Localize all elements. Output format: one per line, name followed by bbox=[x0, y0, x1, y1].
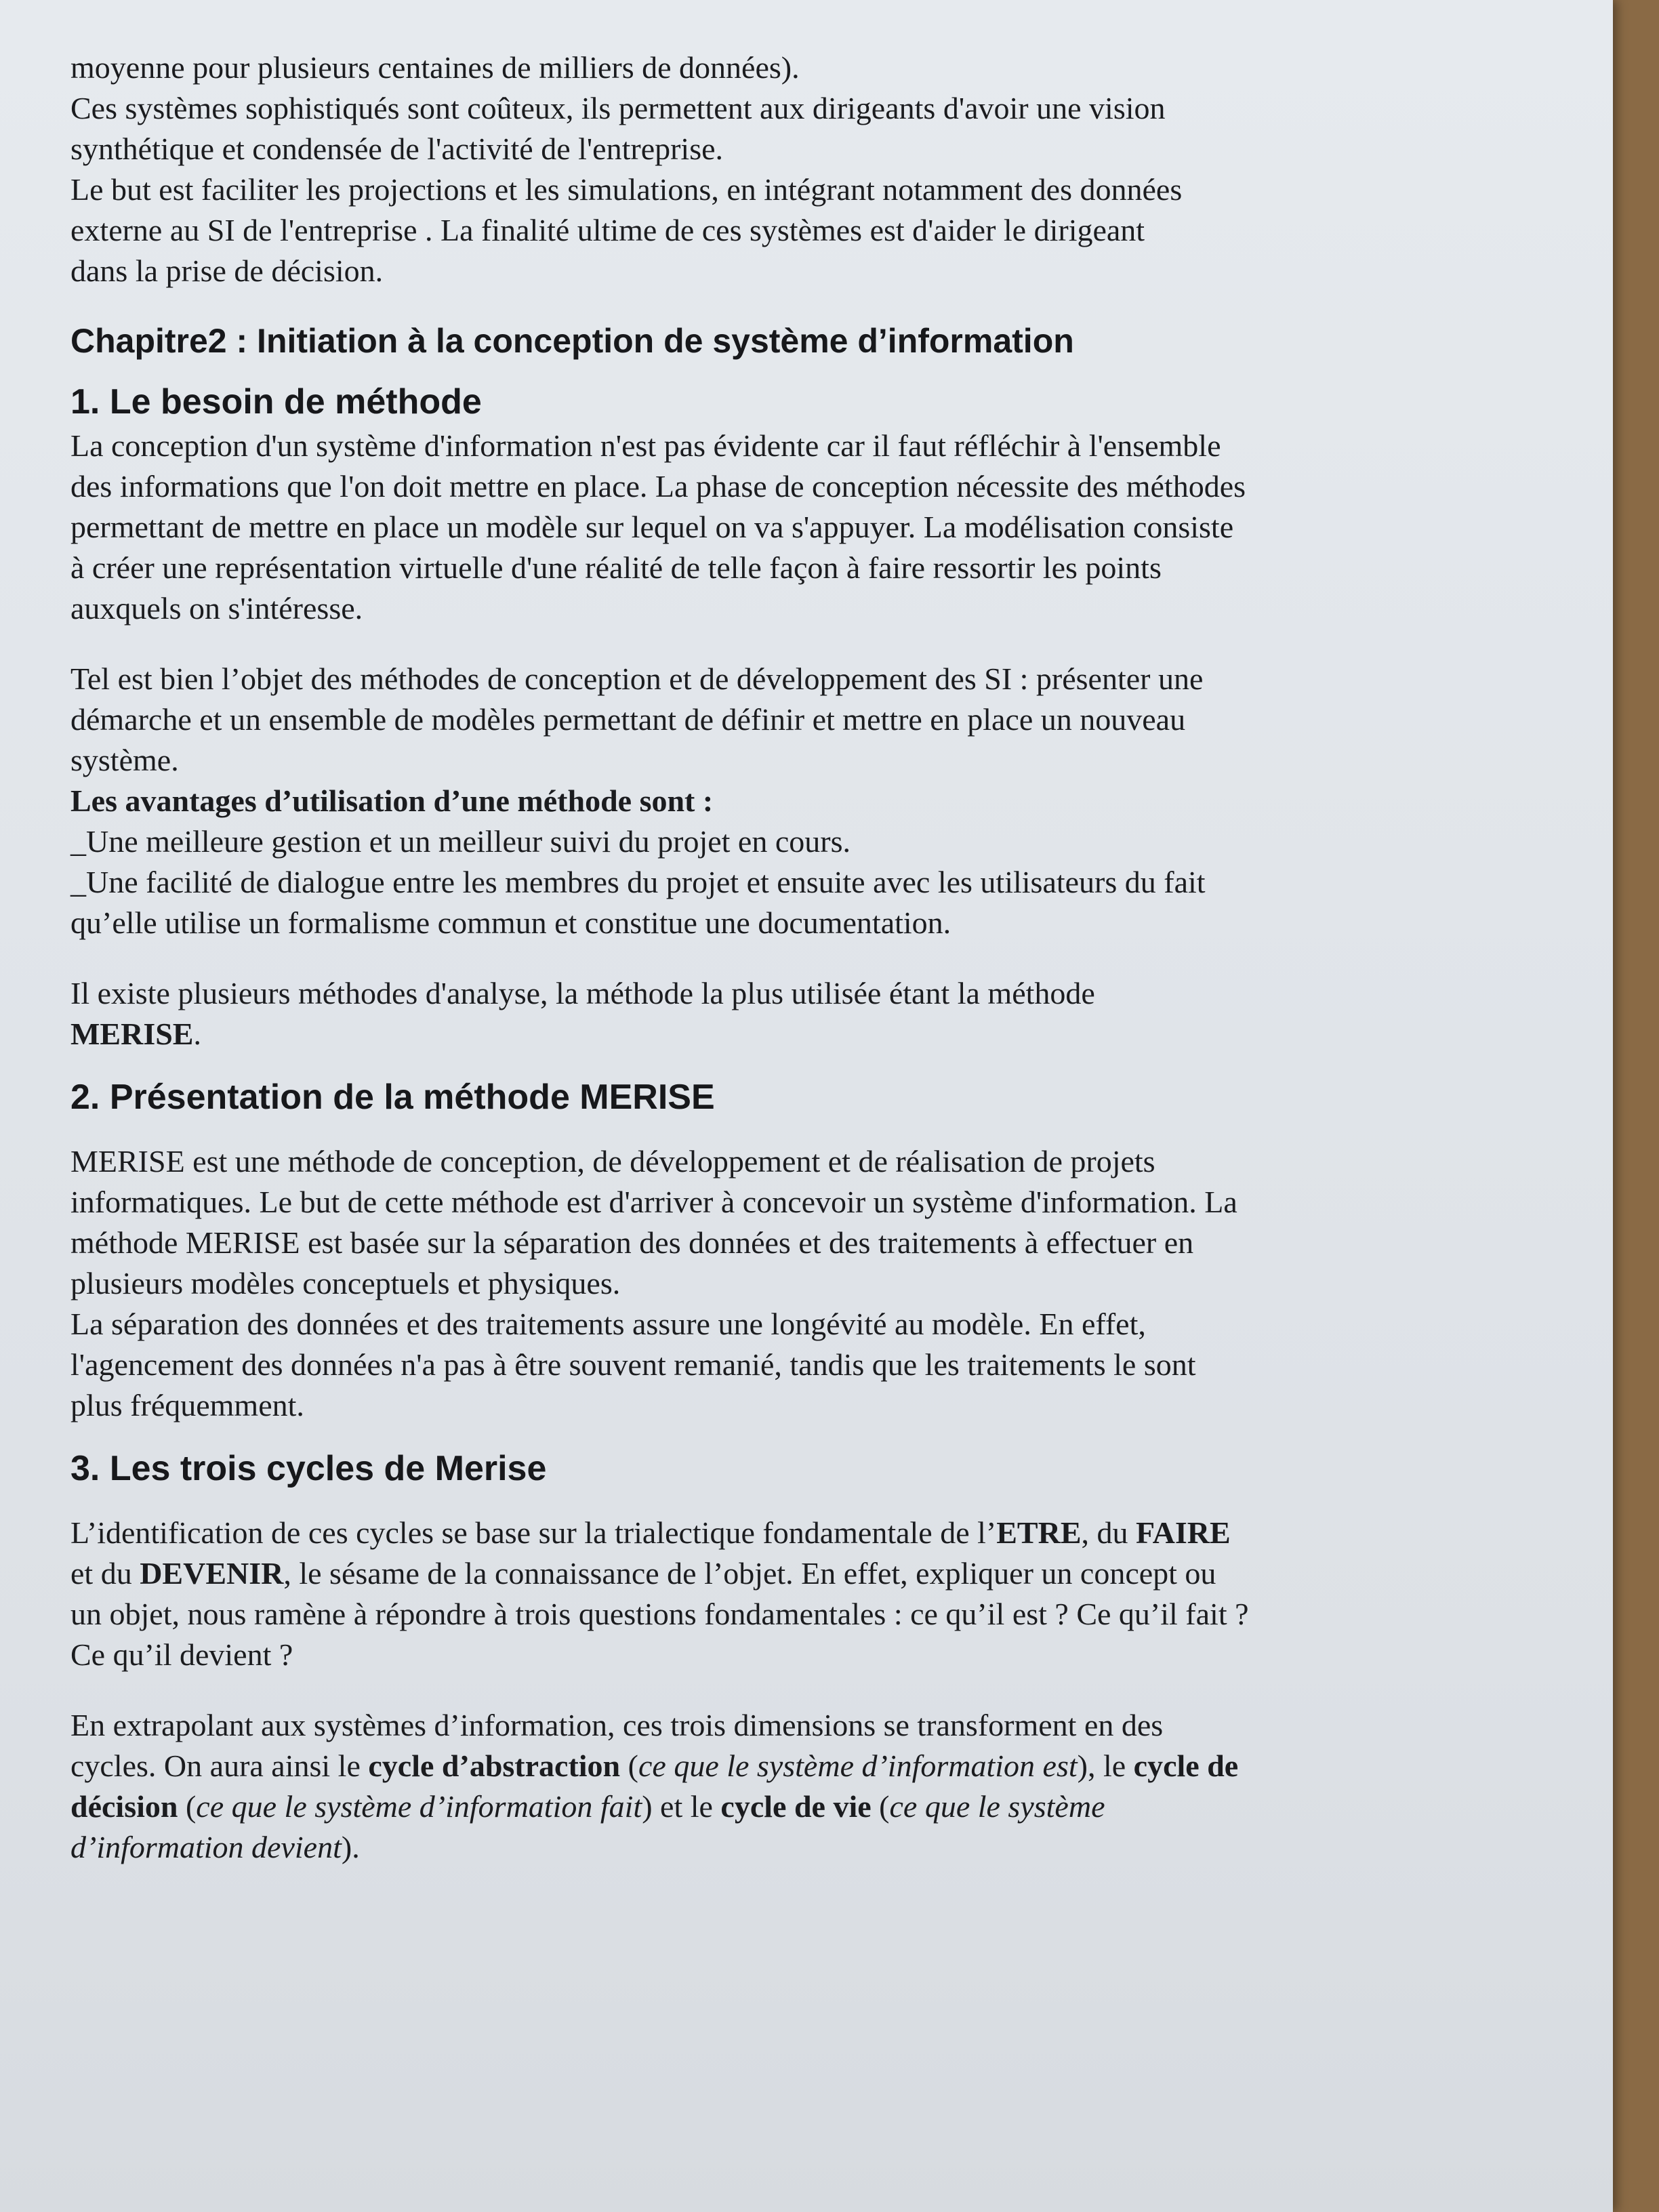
faire-bold: FAIRE bbox=[1136, 1515, 1231, 1550]
text-line: à créer une représentation virtuelle d'une réalité de telle façon à faire ressortir les points bbox=[70, 550, 1162, 585]
text-line: auxquels on s'intéresse. bbox=[70, 591, 363, 626]
cycle-vie-bold: cycle de vie bbox=[720, 1789, 872, 1824]
merise-bold: MERISE bbox=[70, 1017, 194, 1051]
text-line: plus fréquemment. bbox=[70, 1388, 304, 1422]
text-line: La conception d'un système d'information n'est pas évidente car il faut réfléchir à l'ensemble bbox=[70, 428, 1221, 463]
text-line: informatiques. Le but de cette méthode est d'arriver à concevoir un système d'information. La bbox=[70, 1185, 1237, 1219]
italic-text: d’information devient bbox=[70, 1830, 342, 1864]
text-line: externe au SI de l'entreprise . La finalité ultime de ces systèmes est d'aider le dirigeant bbox=[70, 213, 1145, 247]
section-3-paragraph-1 bbox=[70, 1513, 1467, 1675]
text-line: synthétique et condensée de l'activité de l'entreprise. bbox=[70, 131, 724, 166]
advantage-item: qu’elle utilise un formalisme commun et constitue une documentation. bbox=[70, 905, 951, 940]
chapter-title: Chapitre2 : Initiation à la conception de système d’information bbox=[70, 322, 1074, 360]
text-line: L’identification de ces cycles se base sur la trialectique fondamentale de l’ETRE, du FAIRE bbox=[70, 1515, 1231, 1550]
text-line: La séparation des données et des traitements assure une longévité au modèle. En effet, bbox=[70, 1307, 1146, 1341]
section-3-paragraph-2 bbox=[70, 1705, 1467, 1868]
text-line: Le but est faciliter les projections et les simulations, en intégrant notamment des données bbox=[70, 172, 1183, 207]
text-line: Ces systèmes sophistiqués sont coûteux, ils permettent aux dirigeants d'avoir une vision bbox=[70, 91, 1166, 125]
text-line: moyenne pour plusieurs centaines de milliers de données). bbox=[70, 50, 800, 85]
text-line: des informations que l'on doit mettre en place. La phase de conception nécessite des méthodes bbox=[70, 469, 1246, 504]
advantages-heading: Les avantages d’utilisation d’une méthode sont : bbox=[70, 783, 714, 818]
section-1-title: 1. Le besoin de méthode bbox=[70, 382, 482, 422]
text-line: un objet, nous ramène à répondre à trois questions fondamentales : ce qu’il est ? Ce qu’il fait ? bbox=[70, 1597, 1249, 1631]
advantages-list bbox=[70, 821, 1467, 943]
devenir-bold: DEVENIR bbox=[140, 1556, 284, 1591]
text-line: permettant de mettre en place un modèle sur lequel on va s'appuyer. La modélisation consiste bbox=[70, 510, 1234, 544]
section-1-paragraph-2 bbox=[70, 659, 1467, 781]
text-line: et du DEVENIR, le sésame de la connaissance de l’objet. En effet, expliquer un concept ou bbox=[70, 1556, 1216, 1591]
text-line: d’information devient). bbox=[70, 1830, 360, 1864]
text-line: l'agencement des données n'a pas à être souvent remanié, tandis que les traitements le sont bbox=[70, 1347, 1196, 1382]
text-line: Il existe plusieurs méthodes d'analyse, la méthode la plus utilisée étant la méthode bbox=[70, 976, 1095, 1010]
text-line: plusieurs modèles conceptuels et physiques. bbox=[70, 1266, 621, 1300]
text-line: En extrapolant aux systèmes d’information, ces trois dimensions se transforment en des bbox=[70, 1708, 1164, 1742]
section-2-paragraph bbox=[70, 1141, 1467, 1426]
text-line: MERISE est une méthode de conception, de développement et de réalisation de projets bbox=[70, 1144, 1155, 1179]
advantage-item: _Une facilité de dialogue entre les membres du projet et ensuite avec les utilisateurs du fait bbox=[70, 865, 1206, 899]
text-line: dans la prise de décision. bbox=[70, 253, 384, 288]
text-line: cycles. On aura ainsi le cycle d’abstraction (ce que le système d’information est), le cycle de bbox=[70, 1748, 1239, 1783]
paragraph-gap bbox=[70, 1675, 1467, 1705]
paragraph-gap bbox=[70, 629, 1467, 659]
section-2-title: 2. Présentation de la méthode MERISE bbox=[70, 1078, 715, 1117]
document-content bbox=[70, 47, 1467, 1868]
text-line: méthode MERISE est basée sur la séparation des données et des traitements à effectuer en bbox=[70, 1225, 1194, 1260]
section-1-paragraph-3 bbox=[70, 973, 1467, 1054]
italic-text: ce que le système bbox=[889, 1789, 1105, 1824]
intro-paragraph bbox=[70, 47, 1467, 291]
italic-text: ce que le système d’information est bbox=[638, 1748, 1078, 1783]
text-line: MERISE. bbox=[70, 1017, 201, 1051]
text-line: démarche et un ensemble de modèles permettant de définir et mettre en place un nouveau bbox=[70, 702, 1186, 737]
text-line: décision (ce que le système d’information fait) et le cycle de vie (ce que le système bbox=[70, 1789, 1105, 1824]
etre-bold: ETRE bbox=[996, 1515, 1082, 1550]
cycle-abstraction-bold: cycle d’abstraction bbox=[368, 1748, 621, 1783]
text-line: Tel est bien l’objet des méthodes de conception et de développement des SI : présenter une bbox=[70, 661, 1204, 696]
decision-bold: décision bbox=[70, 1789, 178, 1824]
paragraph-gap bbox=[70, 943, 1467, 973]
section-1-paragraph-1 bbox=[70, 426, 1467, 629]
advantage-item: _Une meilleure gestion et un meilleur suivi du projet en cours. bbox=[70, 824, 851, 859]
cycle-de-bold: cycle de bbox=[1133, 1748, 1239, 1783]
text-line: Ce qu’il devient ? bbox=[70, 1637, 293, 1672]
italic-text: ce que le système d’information fait bbox=[196, 1789, 642, 1824]
section-3-title: 3. Les trois cycles de Merise bbox=[70, 1449, 547, 1488]
text-line: système. bbox=[70, 743, 179, 777]
